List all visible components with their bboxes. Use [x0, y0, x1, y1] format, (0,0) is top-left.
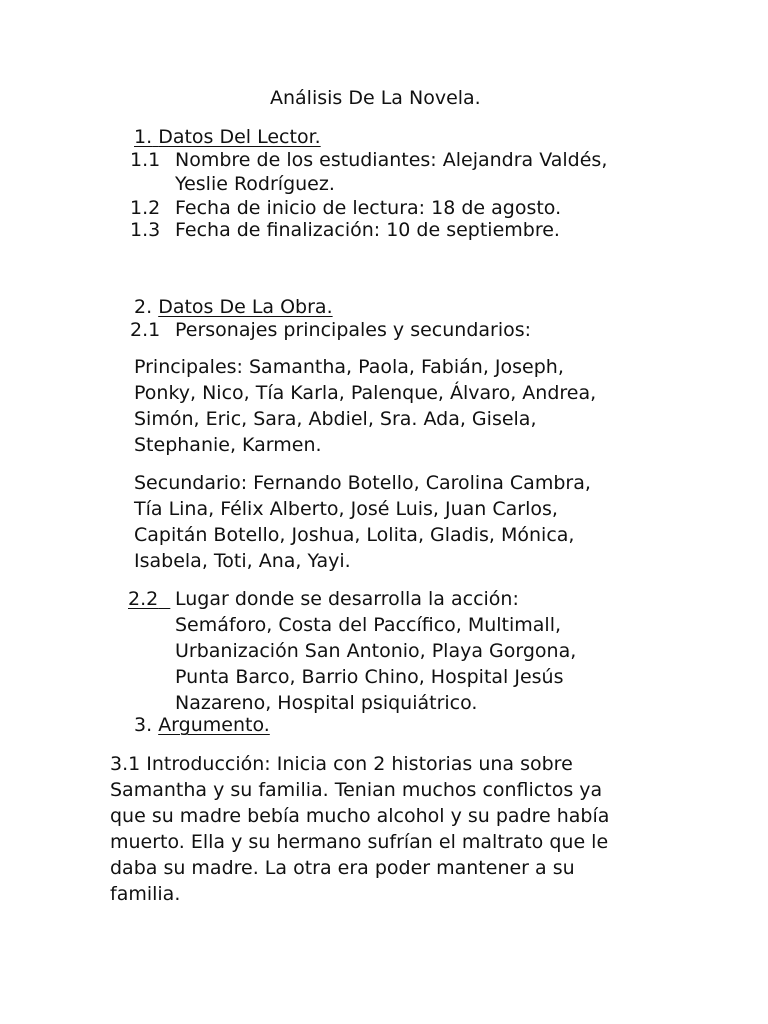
item-2-1-text: Personajes principales y secundarios: — [175, 319, 532, 341]
intro-line: Samantha y su familia. Tenian muchos conflictos ya — [110, 779, 603, 801]
item-1-2-text: Fecha de inicio de lectura: 18 de agosto. — [175, 197, 562, 219]
secundarios-line: Tía Lina, Félix Alberto, José Luis, Juan Carlos, — [134, 498, 558, 520]
principales-line: Simón, Eric, Sara, Abdiel, Sra. Ada, Gisela, — [134, 408, 537, 430]
principales-paragraph — [134, 354, 596, 458]
section-2-number: 2. — [134, 296, 153, 318]
intro-line: muerto. Ella y su hermano sufrían el maltrato que le — [110, 831, 609, 853]
item-2-2-number-text: 2.2 — [128, 588, 159, 610]
section-1-number: 1. — [134, 126, 153, 148]
principales-line: Principales: Samantha, Paola, Fabián, Joseph, — [134, 356, 564, 378]
document-title: Análisis De La Novela. — [270, 87, 481, 109]
item-1-2-number: 1.2 — [130, 197, 161, 219]
section-1-heading — [134, 126, 321, 149]
section-3-title: Argumento. — [158, 714, 270, 736]
item-1-3-text: Fecha de finalización: 10 de septiembre. — [175, 219, 560, 241]
secundarios-line: Isabela, Toti, Ana, Yayi. — [134, 550, 351, 572]
item-1-1-line-1: Nombre de los estudiantes: Alejandra Valdés, — [175, 149, 608, 171]
intro-line: que su madre bebía mucho alcohol y su padre había — [110, 805, 610, 827]
lugar-line: Urbanización San Antonio, Playa Gorgona, — [175, 640, 577, 662]
item-1-3-number: 1.3 — [130, 219, 161, 241]
secundarios-paragraph — [134, 470, 591, 574]
item-2-2-number — [128, 588, 175, 611]
section-3-number: 3. — [134, 714, 153, 736]
item-1-1-line-2: Yeslie Rodríguez. — [175, 173, 335, 195]
intro-line: daba su madre. La otra era poder mantener a su — [110, 857, 575, 879]
introduccion-paragraph — [110, 751, 609, 907]
section-2-heading — [134, 296, 333, 319]
section-1-title: Datos Del Lector. — [158, 126, 321, 148]
lugar-line: Semáforo, Costa del Paccífico, Multimall, — [175, 614, 562, 636]
lugar-line: Punta Barco, Barrio Chino, Hospital Jesús — [175, 666, 564, 688]
section-2-title: Datos De La Obra. — [158, 296, 333, 318]
item-2-2-paragraph — [175, 586, 576, 716]
lugar-line: Lugar donde se desarrolla la acción: — [175, 588, 519, 610]
intro-line: 3.1 Introducción: Inicia con 2 historias una sobre — [110, 753, 573, 775]
secundarios-line: Capitán Botello, Joshua, Lolita, Gladis, Mónica, — [134, 524, 575, 546]
item-2-1-number: 2.1 — [130, 319, 161, 341]
lugar-line: Nazareno, Hospital psiquiátrico. — [175, 692, 478, 714]
section-3-heading — [134, 714, 270, 737]
secundarios-line: Secundario: Fernando Botello, Carolina Cambra, — [134, 472, 591, 494]
principales-line: Stephanie, Karmen. — [134, 434, 322, 456]
item-1-1-number: 1.1 — [130, 149, 161, 171]
principales-line: Ponky, Nico, Tía Karla, Palenque, Álvaro, Andrea, — [134, 382, 597, 404]
intro-line: familia. — [110, 883, 181, 905]
